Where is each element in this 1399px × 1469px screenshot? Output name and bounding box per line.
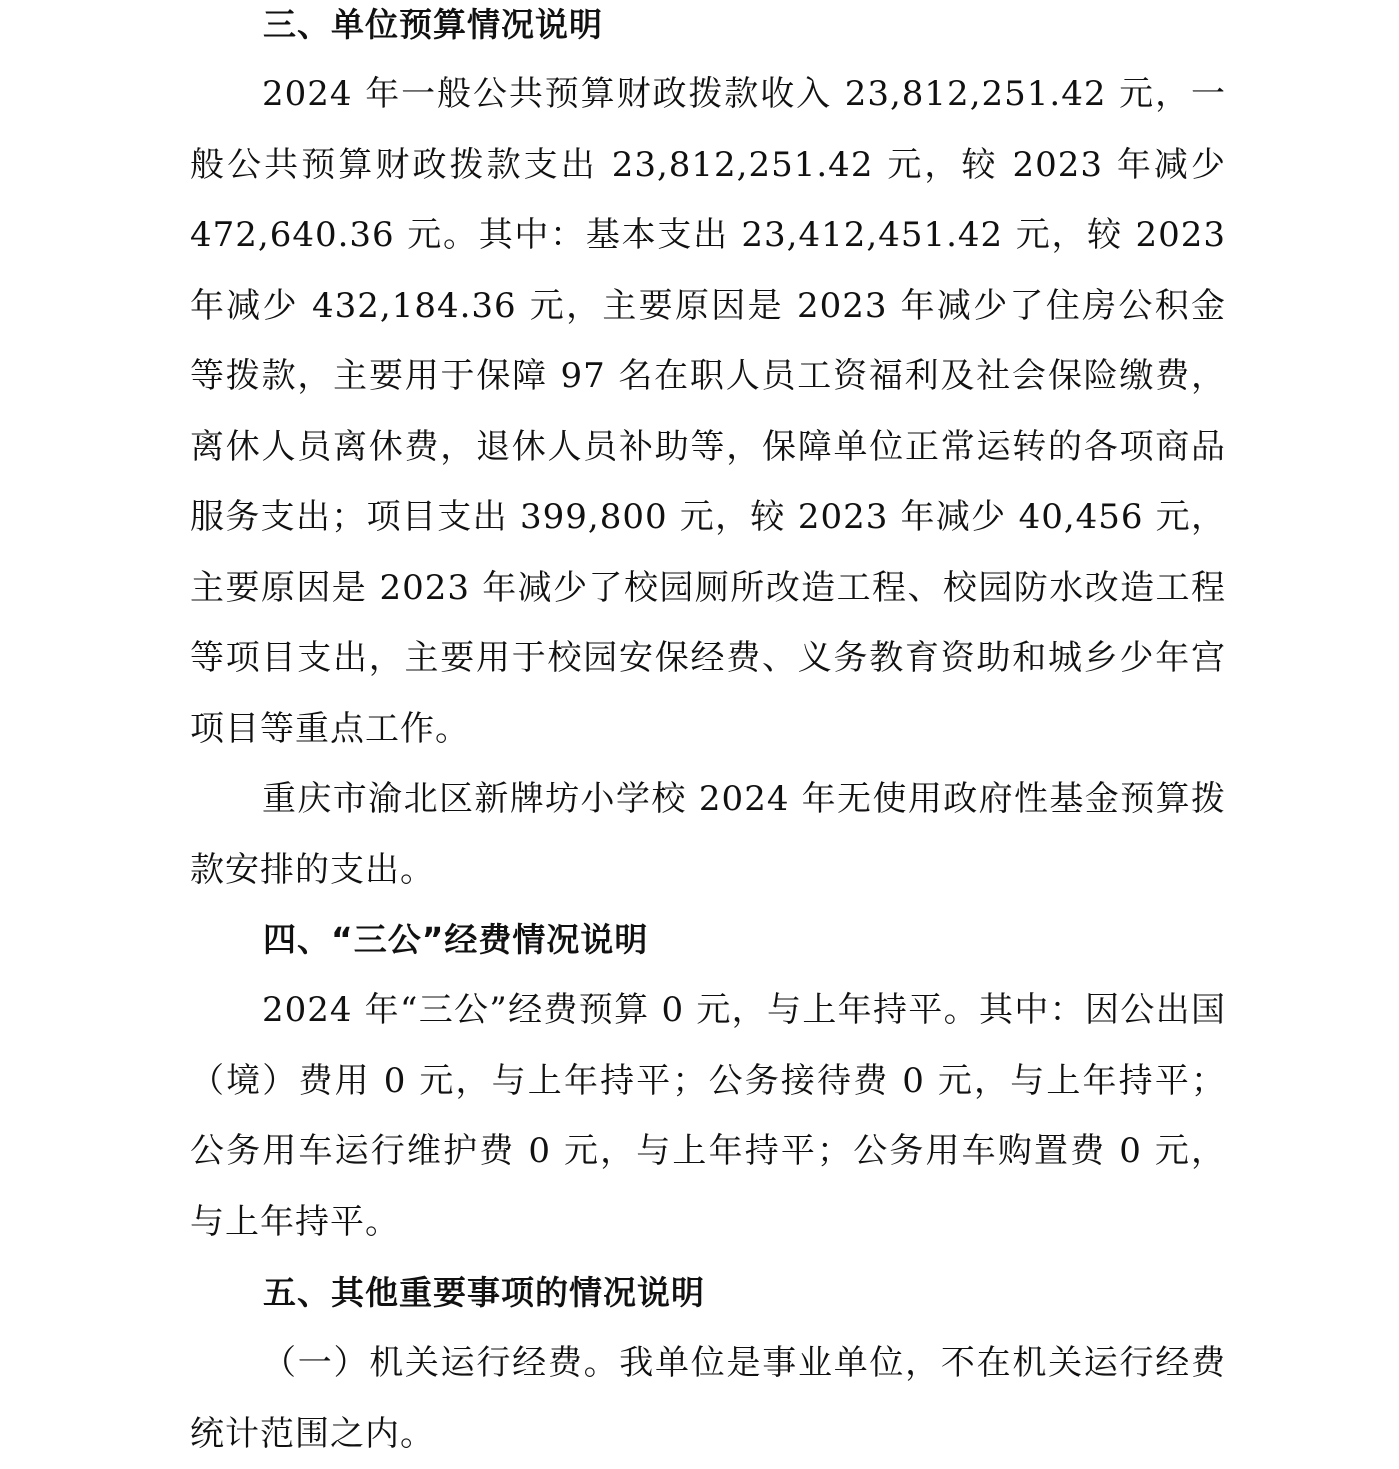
section-5-heading: 五、其他重要事项的情况说明 <box>263 1273 705 1312</box>
section-5-paragraph-1: （一）机关运行经费。我单位是事业单位，不在机关运行经费统计范围之内。 <box>190 1343 1226 1454</box>
section-3-paragraph-1: 2024 年一般公共预算财政拨款收入 23,812,251.42 元，一般公共预算财政拨款支出 23,812,251.42 元，较 2023 年减少 472,640.36 元。其中：基本支出 23,412,451.42 元，较 2023 年减少 432,184.36 元，主要原因是 2023 年减少了住房公积金等拨款，主要用于保障 97 名在职人员工资福利及社会保险缴费，离休人员离休费，退休人员补助等，保障单位正常运转的各项商品服务支出；项目支出 399,800 元，较 2023 年减少 40,456 元，主要原因是 2023 年减少了校园厕所改造工程、校园防水改造工程等项目支出，主要用于校园安保经费、义务教育资助和城乡少年宫项目等重点工作。 <box>190 74 1226 749</box>
section-4-heading: 四、“三公”经费情况说明 <box>263 920 649 959</box>
section-4-paragraph-1: 2024 年“三公”经费预算 0 元，与上年持平。其中：因公出国（境）费用 0 元，与上年持平；公务接待费 0 元，与上年持平；公务用车运行维护费 0 元，与上年持平；公务用车购置费 0 元，与上年持平。 <box>190 990 1226 1242</box>
section-3-paragraph-2: 重庆市渝北区新牌坊小学校 2024 年无使用政府性基金预算拨款安排的支出。 <box>190 779 1226 890</box>
section-3-heading: 三、单位预算情况说明 <box>263 5 603 44</box>
